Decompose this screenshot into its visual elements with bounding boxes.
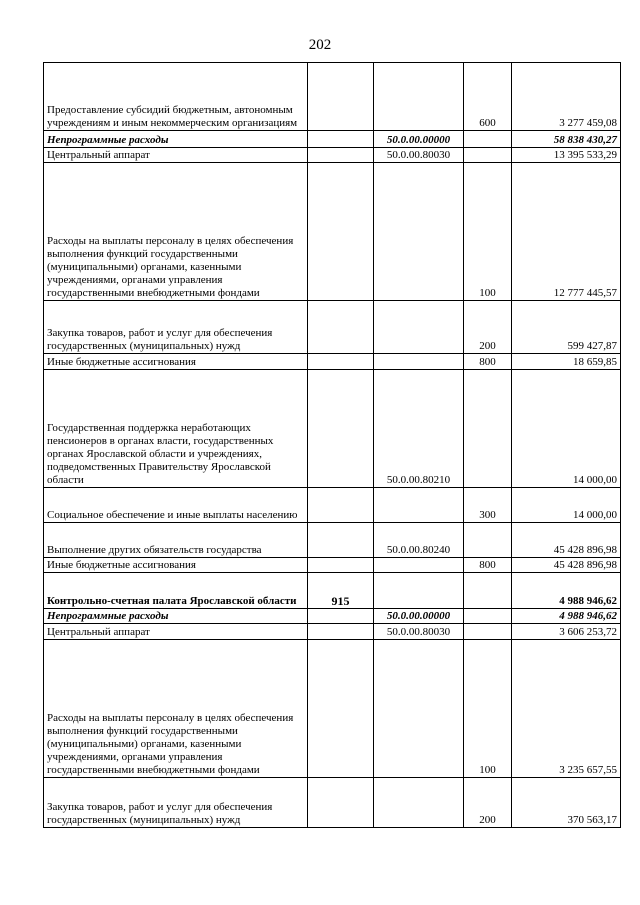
row-name-cell: Контрольно-счетная палата Ярославской области xyxy=(44,573,308,609)
row-sum-cell: 599 427,87 xyxy=(512,301,621,354)
row-name-cell: Непрограммные расходы xyxy=(44,609,308,624)
budget-table-body xyxy=(44,63,621,828)
row-code-cell: 50.0.00.80030 xyxy=(374,148,464,163)
table-row xyxy=(44,63,621,131)
table-row xyxy=(44,573,621,609)
row-department-cell xyxy=(308,301,374,354)
row-sum-cell: 3 277 459,08 xyxy=(512,63,621,131)
row-department-cell xyxy=(308,778,374,828)
row-department-cell xyxy=(308,609,374,624)
row-code-cell: 50.0.00.80240 xyxy=(374,523,464,558)
row-sum-cell: 45 428 896,98 xyxy=(512,558,621,573)
row-sum-cell: 370 563,17 xyxy=(512,778,621,828)
row-kind-cell: 100 xyxy=(464,640,512,778)
row-name-cell: Выполнение других обязательств государства xyxy=(44,523,308,558)
row-name-cell: Закупка товаров, работ и услуг для обеспечения государственных (муниципальных) нужд xyxy=(44,301,308,354)
row-department-cell xyxy=(308,148,374,163)
row-name-cell: Расходы на выплаты персоналу в целях обеспечения выполнения функций государственными (муниципальными) органами, казенными учреждениями, органами управления государственными внебюджетными фондами xyxy=(44,163,308,301)
row-department-cell xyxy=(308,370,374,488)
table-row xyxy=(44,488,621,523)
row-department-cell xyxy=(308,624,374,640)
table-row xyxy=(44,163,621,301)
row-department-cell xyxy=(308,354,374,370)
table-row xyxy=(44,609,621,624)
row-code-cell: 50.0.00.00000 xyxy=(374,131,464,148)
row-code-cell xyxy=(374,163,464,301)
row-kind-cell xyxy=(464,370,512,488)
row-department-cell xyxy=(308,131,374,148)
row-sum-cell: 3 606 253,72 xyxy=(512,624,621,640)
row-sum-cell: 4 988 946,62 xyxy=(512,573,621,609)
table-row xyxy=(44,624,621,640)
page-number: 202 xyxy=(308,37,332,53)
row-code-cell: 50.0.00.80210 xyxy=(374,370,464,488)
row-name-cell: Непрограммные расходы xyxy=(44,131,308,148)
table-row xyxy=(44,558,621,573)
table-row xyxy=(44,131,621,148)
row-department-cell xyxy=(308,63,374,131)
table-row xyxy=(44,370,621,488)
row-kind-cell xyxy=(464,609,512,624)
row-kind-cell xyxy=(464,148,512,163)
row-kind-cell: 300 xyxy=(464,488,512,523)
row-code-cell xyxy=(374,301,464,354)
row-department-cell: 915 xyxy=(308,573,374,609)
row-name-cell: Предоставление субсидий бюджетным, автономным учреждениям и иным некоммерческим организациям xyxy=(44,63,308,131)
row-code-cell xyxy=(374,778,464,828)
row-code-cell: 50.0.00.00000 xyxy=(374,609,464,624)
row-kind-cell: 800 xyxy=(464,354,512,370)
row-department-cell xyxy=(308,488,374,523)
table-row xyxy=(44,354,621,370)
row-kind-cell: 200 xyxy=(464,778,512,828)
row-code-cell xyxy=(374,488,464,523)
row-sum-cell: 12 777 445,57 xyxy=(512,163,621,301)
row-code-cell xyxy=(374,558,464,573)
table-row xyxy=(44,301,621,354)
row-kind-cell: 600 xyxy=(464,63,512,131)
row-code-cell xyxy=(374,63,464,131)
row-code-cell xyxy=(374,573,464,609)
row-name-cell: Расходы на выплаты персоналу в целях обеспечения выполнения функций государственными (муниципальными) органами, казенными учреждениями, органами управления государственными внебюджетными фондами xyxy=(44,640,308,778)
row-name-cell: Социальное обеспечение и иные выплаты населению xyxy=(44,488,308,523)
row-name-cell: Иные бюджетные ассигнования xyxy=(44,558,308,573)
row-department-cell xyxy=(308,558,374,573)
row-name-cell: Центральный аппарат xyxy=(44,148,308,163)
table-row xyxy=(44,523,621,558)
row-kind-cell xyxy=(464,624,512,640)
row-name-cell: Центральный аппарат xyxy=(44,624,308,640)
row-name-cell: Иные бюджетные ассигнования xyxy=(44,354,308,370)
row-kind-cell xyxy=(464,131,512,148)
row-department-cell xyxy=(308,523,374,558)
row-sum-cell: 45 428 896,98 xyxy=(512,523,621,558)
row-department-cell xyxy=(308,163,374,301)
row-department-cell xyxy=(308,640,374,778)
row-kind-cell: 200 xyxy=(464,301,512,354)
row-sum-cell: 4 988 946,62 xyxy=(512,609,621,624)
row-kind-cell: 100 xyxy=(464,163,512,301)
row-sum-cell: 3 235 657,55 xyxy=(512,640,621,778)
row-sum-cell: 58 838 430,27 xyxy=(512,131,621,148)
row-sum-cell: 13 395 533,29 xyxy=(512,148,621,163)
row-name-cell: Закупка товаров, работ и услуг для обеспечения государственных (муниципальных) нужд xyxy=(44,778,308,828)
row-code-cell xyxy=(374,640,464,778)
row-kind-cell xyxy=(464,573,512,609)
row-kind-cell xyxy=(464,523,512,558)
row-code-cell: 50.0.00.80030 xyxy=(374,624,464,640)
row-sum-cell: 14 000,00 xyxy=(512,488,621,523)
table-row xyxy=(44,640,621,778)
row-name-cell: Государственная поддержка неработающих пенсионеров в органах власти, государственных органах Ярославской области и учреждениях, подведомственных Правительству Ярославской области xyxy=(44,370,308,488)
budget-table xyxy=(43,62,621,828)
table-row xyxy=(44,148,621,163)
row-kind-cell: 800 xyxy=(464,558,512,573)
row-sum-cell: 18 659,85 xyxy=(512,354,621,370)
row-sum-cell: 14 000,00 xyxy=(512,370,621,488)
row-code-cell xyxy=(374,354,464,370)
table-row xyxy=(44,778,621,828)
